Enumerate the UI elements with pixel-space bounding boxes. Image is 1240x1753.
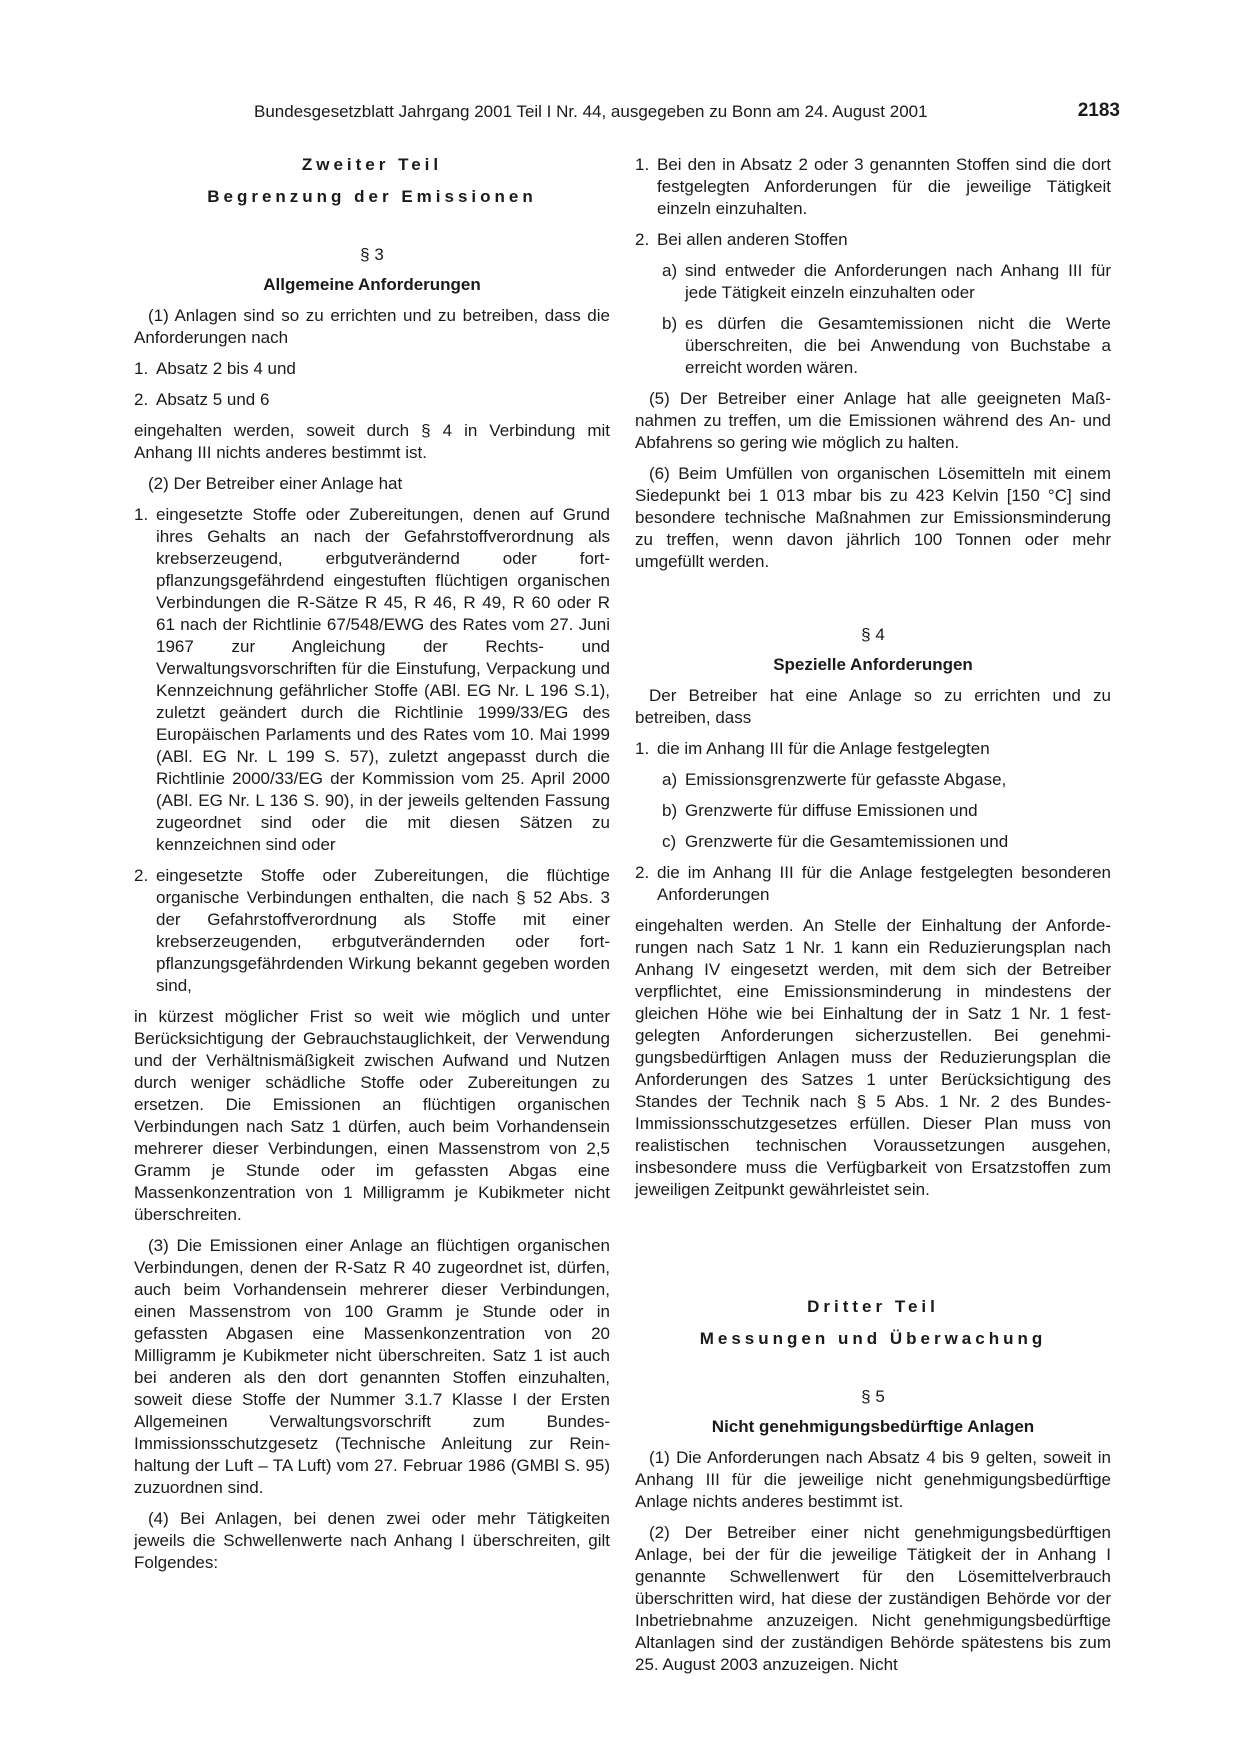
list-number: 2. — [134, 866, 149, 885]
page-number: 2183 — [1077, 100, 1120, 121]
list-text: Bei den in Absatz 2 oder 3 genannten Stoffen sind die dort festgelegten Anforderungen für die jeweilige Tätigkeit einzeln einzuhalten. — [657, 155, 1111, 218]
paragraph: (1) Anlagen sind so zu errichten und zu betreiben, dass die Anforderungen nach — [134, 306, 610, 347]
page-header — [254, 100, 1120, 124]
list-item — [635, 862, 1111, 906]
list-letter: c) — [662, 832, 677, 851]
sub-list-item — [635, 260, 1111, 304]
list-number: 1. — [635, 739, 650, 758]
part-subtitle: Messungen und Überwachung — [699, 1329, 1047, 1348]
paragraph: eingehalten werden, soweit durch § 4 in Verbindung mit Anhang III nichts anderes bestimmt ist. — [134, 421, 610, 462]
list-number: 1. — [635, 155, 650, 174]
list-item — [635, 229, 1111, 251]
list-number: 1. — [134, 359, 149, 378]
part-subtitle: Begrenzung der Emissionen — [207, 187, 537, 206]
list-letter: a) — [662, 261, 678, 280]
paragraph: Der Betreiber hat eine Anlage so zu errichten und zu betreiben, dass — [635, 686, 1111, 727]
section-heading: Allgemeine Anforderungen — [263, 275, 481, 294]
paragraph: eingehalten werden. An Stelle der Einhaltung der Anforderungen nach Satz 1 Nr. 1 kann ein Reduzierungsplan nach Anhang IV eingesetzt werden, mit dem sich der Betreiber verpflichtet, eine Emissionsminderung in mindestens der gleichen Höhe wie bei Einhaltung der in Satz 1 Nr. 1 festgelegten Anforderungen sicherzustellen. Bei genehmigungsbedürftigen Anlagen muss der Reduzierungsplan die Anforderungen des Satzes 1 unter Berücksichtigung des Standes der Technik nach § 5 Abs. 1 Nr. 2 des Bundes-Immissionsschutzgesetzes erfüllen. Dieser Plan muss von realistischen technischen Voraussetzungen ausgehen, insbesondere muss die Verfügbarkeit von Ersatzstoffen zum jeweiligen Zeitpunkt gewährleistet sein. — [635, 916, 1111, 1199]
paragraph: (4) Bei Anlagen, bei denen zwei oder mehr Tätigkeiten jeweils die Schwellenwerte nach Anhang I überschreiten, gilt Folgendes: — [134, 1509, 610, 1572]
sub-list-item — [635, 769, 1111, 791]
list-text: eingesetzte Stoffe oder Zubereitungen, denen auf Grund ihres Gehalts an nach der Gefahrstoffverordnung als krebserzeugend, erbgutverändernd oder fortpflanzungsgefährdend eingestuften flüchtigen organischen Verbindungen die R-Sätze R 45, R 46, R 49, R 60 oder R 61 nach der Richtlinie 67/548/EWG des Rates vom 27. Juni 1967 zur Angleichung der Rechts- und Verwaltungsvorschriften für die Einstufung, Verpackung und Kennzeichnung gefährlicher Stoffe (ABl. EG Nr. L 196 S.1), zuletzt geändert durch die Richtlinie 1999/33/EG des Europäischen Parlaments und des Rates vom 10. Mai 1999 (ABl. EG Nr. L 199 S. 57), zuletzt angepasst durch die Richtlinie 2000/33/EG der Kommission vom 25. April 2000 (ABl. EG Nr. L 136 S. 90), in der jeweils geltenden Fassung zugeordnet sind oder die mit diesen Sätzen zu kennzeichnen sind oder — [156, 505, 610, 854]
list-text: Bei allen anderen Stoffen — [657, 230, 848, 249]
list-text: die im Anhang III für die Anlage festgelegten besonderen Anforderungen — [657, 863, 1111, 904]
part-title: Dritter Teil — [807, 1297, 939, 1316]
left-column — [134, 154, 610, 1583]
paragraph: (2) Der Betreiber einer Anlage hat — [148, 474, 403, 493]
section-heading: Nicht genehmigungsbedürftige Anlagen — [711, 1417, 1035, 1436]
list-text: sind entweder die Anforderungen nach Anhang III für jede Tätigkeit einzeln einzuhalten oder — [685, 261, 1111, 302]
paragraph: (3) Die Emissionen einer Anlage an flüchtigen organischen Verbindungen, denen der R-Satz R 40 zugeordnet ist, dürfen, auch beim Vorhandensein mehrerer dieser Verbindungen, einen Massenstrom von 100 Gramm je Stunde oder in gefassten Abgasen eine Massenkonzentration von 20 Milligramm je Kubikmeter nicht überschreiten. Satz 1 ist auch bei anderen als den dort genannten Stoffen einzuhalten, soweit diese Stoffe der Nummer 3.1.7 Klasse I der Ersten Allgemeinen Verwaltungsvorschrift zum Bundes-Immissionsschutzgesetz (Technische Anleitung zur Reinhaltung der Luft – TA Luft) vom 27. Februar 1986 (GMBl S. 95) zuzuordnen sind. — [134, 1236, 610, 1497]
list-letter: a) — [662, 770, 678, 789]
paragraph: (5) Der Betreiber einer Anlage hat alle geeigneten Maßnahmen zu treffen, um die Emissionen während des An- und Abfahrens so gering wie möglich zu halten. — [635, 389, 1111, 452]
paragraph: in kürzest möglicher Frist so weit wie möglich und unter Berücksichtigung der Gebrauchstauglichkeit, der Verwendung und der Verhältnismäßigkeit zwischen Aufwand und Nutzen durch weniger schädliche Stoffe oder Zubereitungen zu ersetzen. Die Emissionen an flüchtigen organischen Verbindungen nach Satz 1 dürfen, auch beim Vorhandensein mehrerer dieser Verbindungen, einen Massenstrom von 2,5 Gramm je Stunde oder im gefassten Abgas eine Massenkonzentration von 1 Milligramm je Kubikmeter nicht überschreiten. — [134, 1007, 610, 1224]
right-column — [635, 154, 1111, 1685]
running-title: Bundesgesetzblatt Jahrgang 2001 Teil I Nr. 44, ausgegeben zu Bonn am 24. August 2001 — [254, 102, 928, 121]
paragraph: (1) Die Anforderungen nach Absatz 4 bis 9 gelten, soweit in Anhang III für die jeweilige nicht genehmigungsbedürftige Anlage nichts anderes bestimmt ist. — [635, 1448, 1111, 1511]
list-text: Grenzwerte für die Gesamtemissionen und — [685, 832, 1009, 851]
list-item — [635, 154, 1111, 220]
list-item — [134, 865, 610, 997]
section-symbol: § 3 — [360, 245, 384, 264]
list-number: 2. — [635, 863, 650, 882]
section-symbol: § 5 — [861, 1387, 885, 1406]
list-number: 2. — [635, 230, 650, 249]
list-letter: b) — [662, 801, 678, 820]
section-symbol: § 4 — [861, 625, 885, 644]
list-text: die im Anhang III für die Anlage festgelegten — [657, 739, 990, 758]
list-text: Absatz 5 und 6 — [156, 390, 270, 409]
list-text: Absatz 2 bis 4 und — [156, 359, 296, 378]
list-item — [134, 358, 610, 380]
section-heading: Spezielle Anforderungen — [773, 655, 973, 674]
paragraph: (6) Beim Umfüllen von organischen Lösemitteln mit einem Siedepunkt bei 1 013 mbar bis zu 423 Kelvin [150 °C] sind besondere technische Maßnahmen zur Emissionsminderung zu treffen, wenn davon jährlich 100 Tonnen oder mehr umgefüllt werden. — [635, 464, 1111, 571]
sub-list-item — [635, 313, 1111, 379]
list-item — [134, 389, 610, 411]
list-item — [635, 738, 1111, 760]
list-number: 2. — [134, 390, 149, 409]
list-text: eingesetzte Stoffe oder Zubereitungen, die flüchtige organische Verbindungen enthalten, die nach § 52 Abs. 3 der Gefahrstoffverordnung als Stoffe mit einer krebserzeugenden, erbgutverändernden oder fortpflanzungsgefährdenden Wirkung bekannt gegeben worden sind, — [156, 866, 610, 995]
sub-list-item — [635, 800, 1111, 822]
sub-list-item — [635, 831, 1111, 853]
paragraph: (2) Der Betreiber einer nicht genehmigungsbedürftigen Anlage, bei der für die jeweilige Tätigkeit der in Anhang I genannte Schwellenwert für den Lösemittelverbrauch überschritten wird, hat diese der zuständigen Behörde vor der Inbetriebnahme anzuzeigen. Nicht genehmigungsbedürftige Altanlagen sind der zuständigen Behörde spätestens bis zum 25. August 2003 anzuzeigen. Nicht — [635, 1523, 1111, 1674]
list-letter: b) — [662, 314, 678, 333]
list-number: 1. — [134, 505, 149, 524]
list-item — [134, 504, 610, 856]
part-title: Zweiter Teil — [301, 155, 443, 174]
list-text: es dürfen die Gesamtemissionen nicht die Werte überschreiten, die bei Anwendung von Buchstabe a erreicht worden wären. — [685, 314, 1111, 377]
list-text: Emissionsgrenzwerte für gefasste Abgase, — [685, 770, 1007, 789]
list-text: Grenzwerte für diffuse Emissionen und — [685, 801, 978, 820]
